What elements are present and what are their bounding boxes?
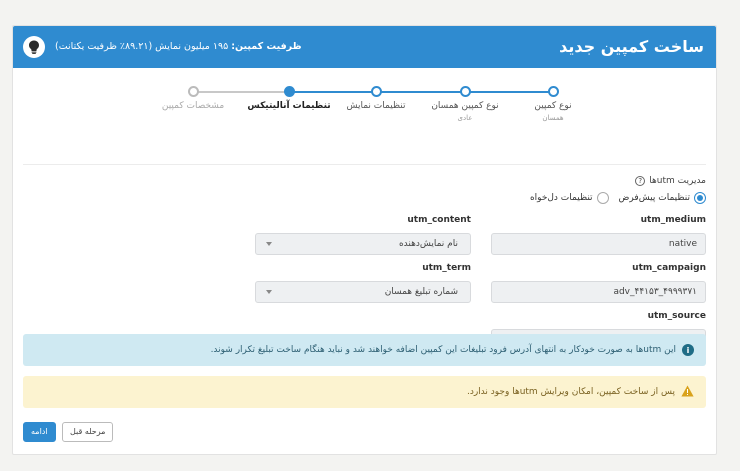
utm-title-text: مدیریت utmها xyxy=(649,176,706,186)
utm-mode-radios xyxy=(530,192,706,204)
step-label: تنظیمات نمایش xyxy=(346,101,406,111)
campaign-card xyxy=(12,25,717,455)
utm-campaign-label: utm_campaign xyxy=(632,263,706,273)
utm-term-label: utm_term xyxy=(422,263,471,273)
warning-icon xyxy=(681,385,694,400)
utm-source-label: utm_source xyxy=(647,311,706,321)
step-label: تنظیمات آنالیتیکس xyxy=(247,101,331,111)
chevron-down-icon xyxy=(266,242,272,246)
step-dot xyxy=(460,86,471,97)
radio-label: تنظیمات پیش‌فرض xyxy=(618,193,690,203)
radio-unchecked-icon[interactable] xyxy=(597,192,609,204)
radio-custom-settings[interactable] xyxy=(530,192,609,204)
help-icon[interactable]: ? xyxy=(635,176,645,186)
select-value: شماره تبلیغ همسان xyxy=(384,287,458,297)
info-icon: i xyxy=(682,344,694,356)
utm-term-select[interactable] xyxy=(255,281,471,303)
capacity-label: ظرفیت کمپین: xyxy=(231,41,302,52)
utm-content-label: utm_content xyxy=(407,215,471,225)
page-title: ساخت کمپین جدید xyxy=(559,37,704,56)
card-header xyxy=(13,26,716,68)
utm-content-select[interactable] xyxy=(255,233,471,255)
step-label: نوع کمپین xyxy=(534,101,572,111)
radio-label: تنظیمات دل‌خواه xyxy=(529,193,593,203)
step-campaign-type[interactable] xyxy=(493,86,613,122)
select-value: نام نمایش‌دهنده xyxy=(398,239,458,249)
warning-alert-text: پس از ساخت کمپین، امکان ویرایش utmها وجود ندارد. xyxy=(466,387,675,397)
utm-campaign-field[interactable]: adv_۴۴۱۵۳_۴۹۹۹۳۷۱ xyxy=(491,281,706,303)
divider xyxy=(23,164,706,165)
utm-medium-label: utm_medium xyxy=(640,215,706,225)
previous-step-button[interactable]: مرحله قبل xyxy=(62,422,113,442)
campaign-stepper xyxy=(163,84,583,154)
step-dot xyxy=(284,86,295,97)
step-dot xyxy=(188,86,199,97)
continue-button[interactable]: ادامه xyxy=(23,422,56,442)
radio-checked-icon[interactable] xyxy=(694,192,706,204)
radio-default-settings[interactable] xyxy=(619,192,706,204)
info-alert xyxy=(23,334,706,366)
info-alert-text: این utmها به صورت خودکار به انتهای آدرس فرود تبلیغات این کمپین اضافه خواهند شد و نباید هنگام ساخت تبلیغ تکرار شوند. xyxy=(210,345,676,355)
capacity-value: ۱۹۵ میلیون نمایش (۸۹.۲۱٪ ظرفیت یکتانت) xyxy=(55,41,229,52)
step-sub: همسان xyxy=(542,114,564,122)
step-label: مشخصات کمپین xyxy=(161,101,225,111)
utm-management-title xyxy=(635,176,706,186)
step-dot xyxy=(548,86,559,97)
chevron-down-icon xyxy=(266,290,272,294)
lightbulb-icon[interactable] xyxy=(23,36,45,58)
step-dot xyxy=(371,86,382,97)
warning-alert xyxy=(23,376,706,408)
step-label: نوع کمپین همسان xyxy=(431,101,499,111)
capacity-info xyxy=(55,26,302,68)
step-sub: عادی xyxy=(457,114,473,122)
utm-medium-field[interactable]: native xyxy=(491,233,706,255)
